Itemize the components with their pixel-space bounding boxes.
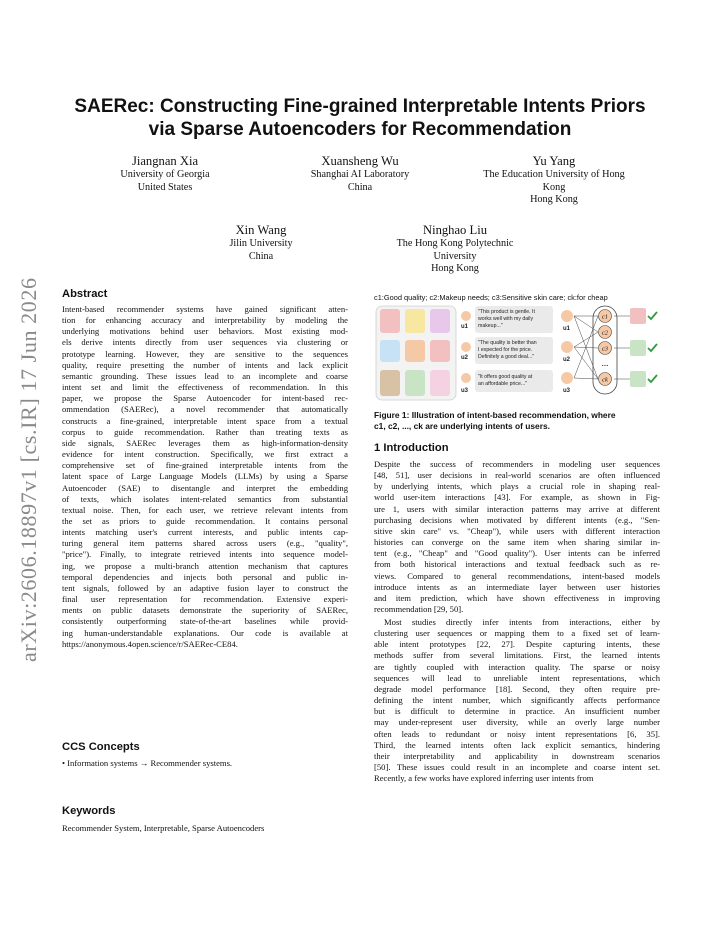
text-line: recommendation [29, 50]. (374, 604, 464, 615)
review-line: makeup..." (478, 323, 503, 329)
author-affiliation: China (347, 181, 373, 193)
user-label: u2 (461, 355, 469, 361)
keywords-text: Recommender System, Interpretable, Sparse Autoencoders (62, 823, 265, 833)
reviews (461, 306, 553, 394)
text-line: often leads to redundant or noisy intent representations [6, 35]. (374, 728, 660, 739)
text-line: tent signals, followed by an adaptive fusion layer to construct the (62, 582, 348, 593)
arxiv-stamp (6, 0, 46, 932)
item-image (405, 340, 425, 362)
review-line: "This product is gentle. It (478, 309, 535, 315)
text-line: clustering user sequences or mapping them to a fixed set of learn- (374, 628, 660, 639)
title-line-1: SAERec: Constructing Fine-grained Interpretable Intents Priors (74, 96, 646, 117)
text-line: comprehensive set of fine-grained interpretable intents from the (62, 460, 348, 471)
text-line: side signals, SAERec leverages them as high-information-density (62, 437, 348, 448)
text-line: els derive intents directly from user sequences via clustering or (62, 337, 348, 348)
author-affiliation: United States (137, 181, 193, 193)
review-line: an affordable price..." (478, 381, 528, 387)
text-line: semantic grounding. These issues lead to an incomplete and coarse (62, 370, 348, 381)
text-line: latent space of Large Language Models (LLMs) by using a Sparse (62, 471, 348, 482)
text-line: [50]. These issues could result in an incomplete and coarse intent set. (374, 762, 660, 773)
author-name: Ninghao Liu (422, 223, 487, 237)
text-line: ments on public datasets demonstrate the superiority of SAERec, (62, 605, 348, 616)
text-line: defining the intent number, which significantly affects performance (374, 695, 660, 706)
text-line: Recently, a few works have explored inferring user intents from (374, 773, 594, 784)
author-block-5 (370, 223, 540, 276)
text-line: "price"). Finally, to integrate retrieved intents into sequence model- (62, 549, 348, 560)
item-image (430, 309, 450, 333)
item-image (405, 309, 425, 333)
user-label: u3 (461, 388, 469, 394)
figure-caption-line: Figure 1: Illustration of intent-based recommendation, where (374, 410, 616, 420)
intro-paragraph-1 (374, 459, 660, 615)
text-line: methods suffer from several limitations. First, the learned intents (374, 650, 660, 661)
text-line: are tightly coupled with interaction quality. The sparse or noisy (374, 661, 660, 672)
text-line: Despite the success of recommenders in modeling user sequences (374, 459, 660, 469)
text-line: tion for enhancing accuracy and interpretability by modeling the (62, 315, 348, 326)
check-icon (648, 344, 657, 351)
text-line: tent (e.g., "Cheap" and "Good quality"). User intents can be inferred (374, 548, 660, 559)
user-label: u3 (563, 388, 571, 394)
text-line: sitive skin care" vs. "Cheap"), while users with different interaction (374, 525, 660, 536)
text-line: textual noise. Then, for each user, we retrieve relevant intents from (62, 504, 348, 515)
item-image (630, 340, 646, 356)
text-line: temporal dependencies and injects both personal and public in- (62, 571, 348, 582)
author-affiliation: University of Georgia (120, 169, 210, 180)
text-line: but is difficult to determine in practice. An insufficient number (374, 706, 660, 717)
author-affiliation: Hong Kong (431, 263, 479, 275)
item-image (380, 340, 400, 362)
keywords-heading: Keywords (62, 805, 116, 817)
intent-node-label: c2 (601, 329, 609, 337)
item-image (630, 371, 646, 387)
user-avatar-icon (461, 342, 471, 352)
item-image (430, 340, 450, 362)
review-line: I expected for the price. (478, 347, 533, 353)
author-block-2 (280, 154, 440, 194)
figure-legend: c1:Good quality; c2:Makeup needs; c3:Sensitive skin care; ck:for cheap (374, 293, 608, 302)
text-line: ing human-understandable explanations. Our code is available at (62, 627, 348, 638)
text-line: their interpretability and applicability in downstream scenarios (374, 750, 660, 761)
recommended-items (630, 308, 657, 387)
text-line: introduce intents as an intermediate layer between user histories (374, 581, 660, 592)
text-line: of texts, which isolates intent-related semantics from substantial (62, 493, 348, 504)
author-affiliation: Kong (542, 181, 566, 193)
user-avatar-icon (461, 373, 471, 383)
user-label: u1 (461, 324, 469, 330)
text-line: prototype learning. However, they are sensitive to the sequences (62, 348, 348, 359)
text-line: the set as priors to guide recommendation. It contains personal (62, 515, 348, 526)
text-line: Most studies directly infer intents from interactions, either by (384, 617, 660, 627)
item-image (380, 370, 400, 396)
text-line: intents matching user's current interests, and public intents cap- (62, 527, 348, 538)
arxiv-stamp-text: arXiv:2606.18897v1 [cs.IR] 17 Jun 2026 (16, 277, 41, 662)
author-name: Yu Yang (532, 154, 576, 168)
review-line: "The quality is better than (478, 340, 537, 346)
review-line: works well with my daily (478, 316, 534, 322)
author-affiliation: China (248, 250, 274, 262)
text-line: evidence for intent construction. Specifically, we first extract a (62, 449, 348, 460)
intent-node-label: c3 (601, 345, 609, 353)
users (561, 310, 573, 394)
abstract-heading: Abstract (62, 288, 108, 300)
text-line: ommendation (SAERec), a novel recommender that automatically (62, 404, 348, 415)
text-line: sequences will lead to unreliable intent representations, which (374, 672, 660, 683)
text-line: may under-represent user diversity, while an overly large number (374, 717, 660, 728)
intent-node-label: ck (602, 376, 608, 384)
item-image (380, 309, 400, 333)
text-line: purchasing decisions when motivated by different intents (e.g., "Sen- (374, 514, 660, 525)
intro-paragraph-2 (374, 617, 660, 784)
text-line: ure 1, users with similar interaction patterns may arrive at different (374, 503, 660, 514)
text-line: by underlying intents, which plays a crucial role in shaping real- (374, 481, 660, 492)
text-line: able intent prototypes [22, 27]. Despite capturing intents, these (374, 639, 660, 650)
text-line: final user representation for recommendation. Extensive experi- (62, 594, 348, 605)
check-icon (648, 375, 657, 382)
text-line: histories can converge on the same item when sharing similar in- (374, 537, 660, 548)
author-name: Xuansheng Wu (321, 154, 399, 168)
text-line: and item prediction, which have shown effectiveness in improving (374, 592, 660, 603)
text-line: degrade model performance [18]. Second, they often require pre- (374, 683, 660, 694)
text-line: [48, 51], user decisions in real-world scenarios are often influenced (374, 470, 660, 481)
item-image (430, 370, 450, 396)
text-line: from both historical interactions and textual feedback such as re- (374, 559, 660, 570)
user-avatar-icon (561, 341, 573, 353)
user-label: u2 (563, 357, 571, 363)
author-name: Jiangnan Xia (131, 154, 199, 168)
intent-node-label: ... (601, 358, 609, 368)
intent-node-label: c1 (601, 313, 609, 321)
ccs-text: • Information systems → Recommender systems. (62, 758, 233, 768)
author-affiliation: The Hong Kong Polytechnic (396, 238, 514, 249)
text-line: world user-item interactions [43]. For example, as shown in Fig- (374, 492, 660, 503)
author-block-3 (466, 154, 642, 207)
author-block-4 (186, 223, 336, 263)
text-line: Intent-based recommender systems have gained significant atten- (62, 304, 348, 314)
text-line: https://anonymous.4open.science/r/SAERec-CE84. (62, 638, 238, 649)
author-affiliation: Hong Kong (530, 194, 578, 206)
text-line: Third, the learned intents often lack explicit semantics, hindering (374, 739, 660, 750)
author-name: Xin Wang (235, 223, 287, 237)
text-line: underlying motivations behind user behaviors. Most existing mod- (62, 326, 348, 337)
figure-caption-line: c1, c2, ..., ck are underlying intents of users. (374, 421, 550, 431)
paper-title (60, 95, 660, 141)
user-avatar-icon (561, 310, 573, 322)
text-line: corpus to guide recommendation. Rather than treating texts as (62, 426, 348, 437)
author-affiliation: University (433, 250, 477, 262)
figure-caption (374, 410, 660, 432)
user-avatar-icon (561, 372, 573, 384)
text-line: quality, require presetting the number of intents and lack explicit (62, 359, 348, 370)
review-line: Definitely a good deal..." (478, 354, 535, 360)
text-line: views. Compared to general recommendations, intent-based models (374, 570, 660, 581)
text-line: ing, we propose a multi-branch attention mechanism that captures (62, 560, 348, 571)
text-line: turing general item patterns shared across users (e.g., "quality", (62, 538, 348, 549)
check-icon (648, 312, 657, 319)
text-line: intent set and limit the effectiveness of recommendation. In this (62, 382, 348, 393)
text-line: Autoencoder (SAE) to disentangle and interpret the embedding (62, 482, 348, 493)
text-line: constructs a fine-grained, interpretable intent space from a textual (62, 415, 348, 426)
introduction-heading: 1 Introduction (374, 442, 449, 454)
author-affiliation: The Education University of Hong (483, 169, 625, 180)
user-label: u1 (563, 326, 571, 332)
ccs-heading: CCS Concepts (62, 741, 140, 753)
item-image (630, 308, 646, 324)
user-avatar-icon (461, 311, 471, 321)
author-affiliation: Shanghai AI Laboratory (310, 169, 410, 180)
figure-1 (374, 292, 660, 402)
author-block-1 (90, 154, 240, 194)
text-line: paper, we propose the Sparse Autoencoder for intent-based rec- (62, 393, 348, 404)
text-line: consistently outperforming state-of-the-art baselines while provid- (62, 616, 348, 627)
review-line: "It offers good quality at (478, 374, 533, 380)
item-history (376, 306, 456, 400)
abstract-body (62, 304, 348, 650)
item-image (405, 370, 425, 396)
title-line-2: via Sparse Autoencoders for Recommendation (148, 119, 572, 140)
author-affiliation: Jilin University (229, 238, 293, 249)
